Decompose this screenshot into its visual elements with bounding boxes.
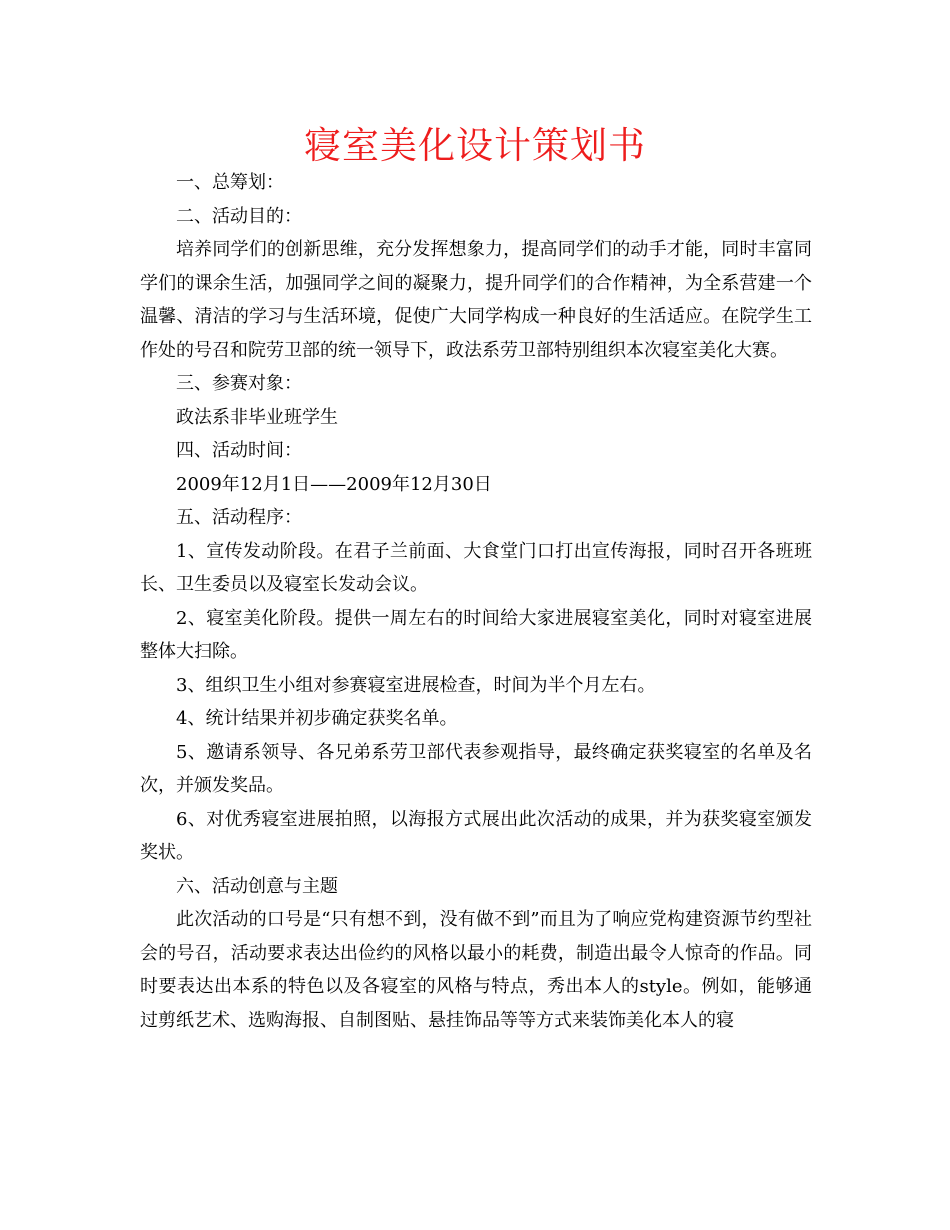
- document-body: [140, 166, 812, 1037]
- procedure-step-5: 5、邀请系领导、各兄弟系劳卫部代表参观指导，最终确定获奖寝室的名单及名次，并颁发奖品。: [140, 741, 812, 796]
- heading-purpose: 二、活动目的：: [176, 205, 302, 227]
- heading-participants: 三、参赛对象：: [176, 373, 302, 394]
- page-title: 寝室美化设计策划书: [304, 124, 646, 167]
- paragraph-time: 2009年12月1日——2009年12月30日: [176, 473, 492, 495]
- paragraph-purpose: 培养同学们的创新思维，充分发挥想象力，提高同学们的动手才能，同时丰富同学们的课余生活，加强同学之间的凝聚力，提升同学们的合作精神，为全系营建一个温馨、清洁的学习与生活环境，促使广大同学构成一种良好的生活适应。在院学生工作处的号召和院劳卫部的统一领导下，政法系劳卫部特别组织本次寝室美化大赛。: [140, 239, 812, 361]
- procedure-step-4: 4、统计结果并初步确定获奖名单。: [176, 708, 458, 729]
- procedure-step-2: 2、寝室美化阶段。提供一周左右的时间给大家进展寝室美化，同时对寝室进展整体大扫除。: [140, 607, 812, 662]
- heading-procedure: 五、活动程序：: [176, 507, 302, 528]
- procedure-step-3: 3、组织卫生小组对参赛寝室进展检查，时间为半个月左右。: [176, 674, 656, 696]
- procedure-step-1: 1、宣传发动阶段。在君子兰前面、大食堂门口打出宣传海报，同时召开各班班长、卫生委员以及寝室长发动会议。: [140, 540, 812, 595]
- paragraph-participants: 政法系非毕业班学生: [176, 406, 338, 428]
- paragraph-theme: 此次活动的口号是“只有想不到，没有做不到”而且为了响应党构建资源节约型社会的号召，活动要求表达出俭约的风格以最小的耗费，制造出最令人惊奇的作品。同时要表达出本系的特色以及各寝室的风格与特点，秀出本人的style。例如，能够通过剪纸艺术、选购海报、自制图贴、悬挂饰品等等方式来装饰美化本人的寝: [140, 909, 812, 1031]
- heading-overall-plan: 一、总筹划：: [176, 172, 284, 193]
- heading-time: 四、活动时间：: [176, 440, 302, 461]
- heading-theme: 六、活动创意与主题: [176, 875, 338, 897]
- procedure-step-6: 6、对优秀寝室进展拍照，以海报方式展出此次活动的成果，并为获奖寝室颁发奖状。: [140, 808, 812, 863]
